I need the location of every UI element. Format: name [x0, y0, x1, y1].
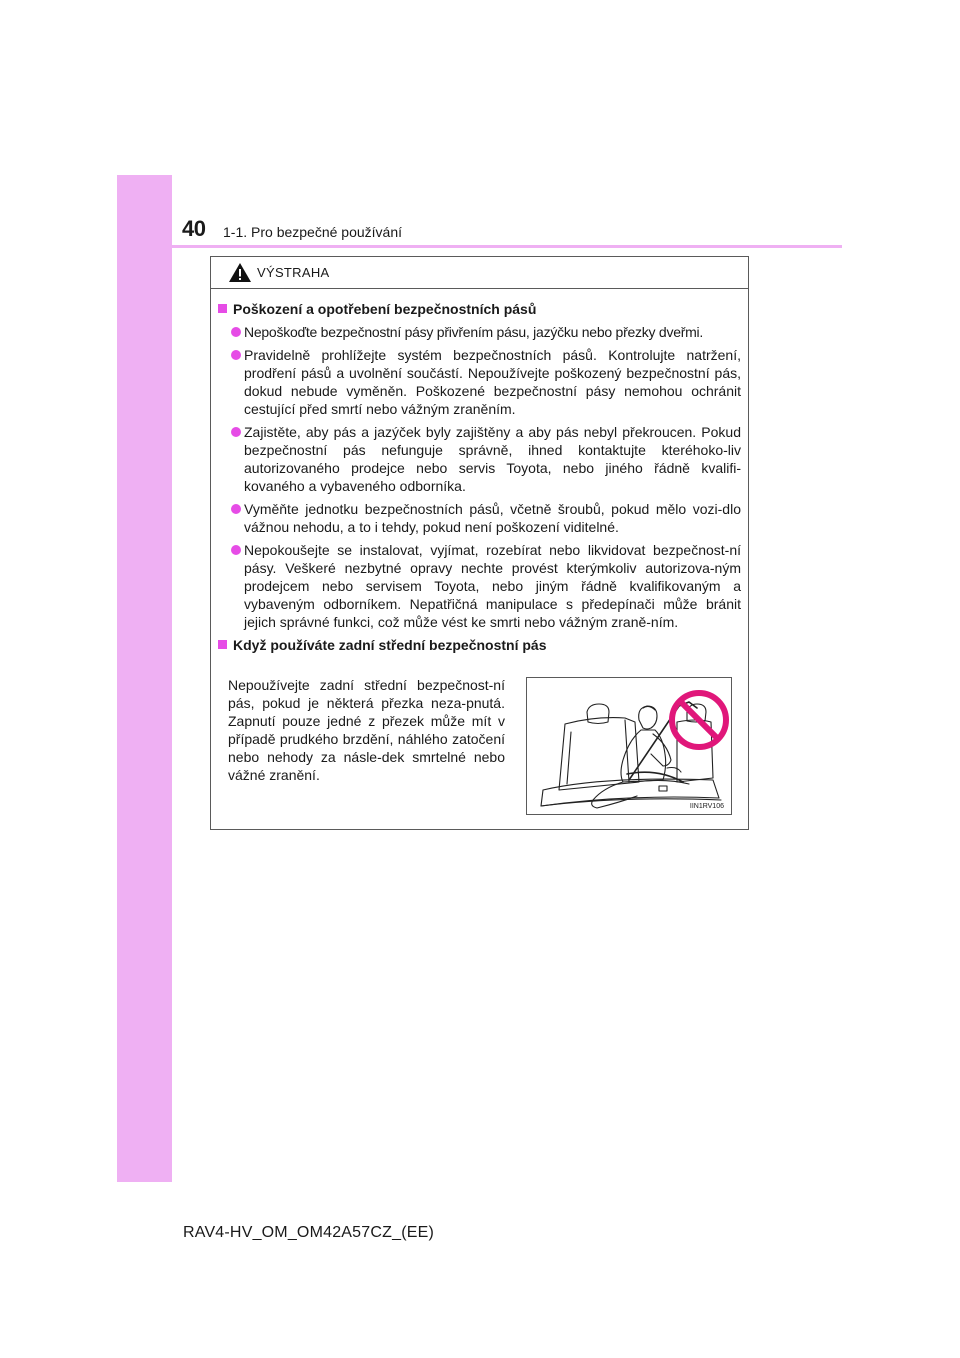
seatbelt-illustration — [526, 677, 732, 815]
prohibition-icon — [672, 693, 726, 747]
section-heading — [217, 300, 741, 318]
list-item-text: Nepokoušejte se instalovat, vyjímat, rozebírat nebo likvidovat bezpečnost-ní pásy. Veškeré nezbytné opravy nechte provést kterýmkoliv autorizova-ným prodejcem nebo servisem Toyota, nebo jiným řádně kvalifikovaným a vybaveným odborníkem. Nepatřičná manipulace s předepínači může bránit jejich správné funkci, což může vést ke smrti nebo vážným zraně-ním. — [244, 542, 741, 630]
warning-box — [210, 256, 749, 830]
square-bullet-icon — [218, 640, 227, 649]
list-item-text: Zajistěte, aby pás a jazýček byly zajištěny a aby pás nebyl překroucen. Pokud bezpečnostní pás nefunguje správně, ihned kontaktujte kteréhoko-liv autorizovaného prodejce nebo servis Toyota, nebo jiného řádně kvalifi-kovaného a vybaveného odborníka. — [244, 424, 741, 494]
round-bullet-icon — [231, 504, 241, 514]
section-title: 1-1. Pro bezpečné používání — [223, 224, 403, 240]
list-item-text: Vyměňte jednotku bezpečnostních pásů, včetně šroubů, pokud mělo vozi-dlo vážnou nehodu, a to i tehdy, pokud není poškození viditelné. — [244, 501, 741, 535]
round-bullet-icon — [231, 545, 241, 555]
center-belt-warning-text: Nepoužívejte zadní střední bezpečnost-ní pás, pokud je některá přezka neza-pnutá. Zapnutí pouze jedné z přezek může mít v případě prudkého brzdění, náhlého zatočení nebo nehody za násle-dek smrtelné nebo vážné zranění. — [228, 677, 505, 783]
round-bullet-icon — [231, 427, 241, 437]
round-bullet-icon — [231, 350, 241, 360]
list-item — [217, 346, 741, 418]
rear-seat-drawing — [527, 678, 731, 814]
list-item — [217, 323, 741, 341]
section-heading-text: Poškození a opotřebení bezpečnostních pásů — [233, 301, 537, 317]
list-item — [217, 423, 741, 495]
illustration-code: IIN1RV106 — [689, 803, 724, 810]
header-divider — [172, 245, 842, 248]
document-code: RAV4-HV_OM_OM42A57CZ_(EE) — [183, 1224, 434, 1241]
list-item — [217, 500, 741, 536]
list-item-text: Pravidelně prohlížejte systém bezpečnostních pásů. Kontrolujte natržení, prodření pásů a uvolnění součástí. Nepoužívejte poškozený bezpečnostní pás, dokud nebude vyměněn. Poškozené bezpečnostní pásy nemohou ochránit cestující před smrtí nebo vážným zraněním. — [244, 347, 741, 417]
section-heading — [217, 636, 741, 654]
list-item — [217, 541, 741, 631]
sidebar-tab — [117, 175, 172, 1182]
warning-title: VÝSTRAHA — [257, 265, 330, 280]
page-number: 40 — [182, 216, 206, 241]
round-bullet-icon — [231, 327, 241, 337]
warning-triangle-icon — [229, 263, 251, 282]
section-heading-text: Když používáte zadní střední bezpečnostní pás — [233, 637, 547, 653]
square-bullet-icon — [218, 304, 227, 313]
list-item-text: Nepoškoďte bezpečnostní pásy přivřením pásu, jazýčku nebo přezky dveřmi. — [244, 324, 704, 340]
warning-header — [211, 257, 748, 289]
warning-content — [217, 300, 741, 659]
